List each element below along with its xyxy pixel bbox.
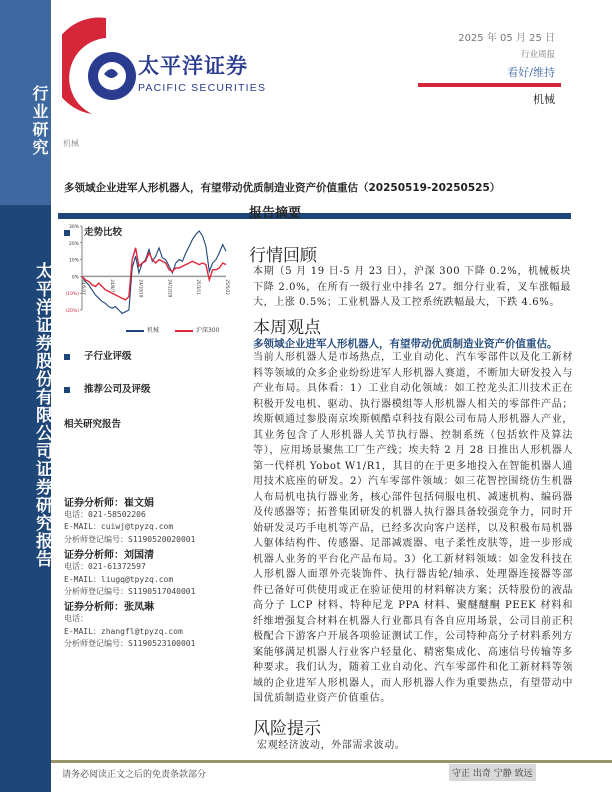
risk-title: 风险提示 bbox=[253, 719, 321, 739]
sidebar-category-label: 行业研究 bbox=[30, 85, 49, 157]
section-sub-rating bbox=[64, 348, 132, 362]
y-tick-label: (20%) bbox=[65, 309, 79, 314]
footer-motto: 守正 出奇 宁静 致远 bbox=[449, 764, 536, 781]
analyst-reg-number: 分析师登记编号：S1190523100001 bbox=[64, 639, 196, 649]
view-text: 当前人形机器人是市场热点，工业自动化、汽车零部件以及化工新材料等领域的众多企业纷纷进军人形机器人赛道，不断加大研发投入与产业布局。具体看：1）工业自动化领域：如工控龙头汇川技术正在积极开发电机、驱动、执行器模组等人形机器人相关的零部件产品；埃斯顿通过参股南京埃斯顿酷卓科技有限公司布局人形机器人产业，其业务包含了人形机器人关节执行器、控制系统（包括软件及算法等），应用场景聚焦工厂生产线；埃夫特 2 月 28 日推出人形机器人第一代样机 Yobot W1/R1，其目的在于更多地投入在智能机器人通用技术底座的研发。2）汽车零部件领域：如三花智控围绕仿生机器人布局机电执行器业务，核心部件包括伺服电机、减速机构、编码器及传感器等；拓普集团研发的机器人执行器具备较强竞争力，同时开始研发灵巧手电机等产品，已经多次向客户送样，以及积极布局机器人躯体结构件、传感器、足部减震器、电子柔性皮肤等，进一步形成机器人业务的平台化产品布局。3）化工新材料领域：如金发科技在人形机器人面罩外壳装饰件、执行器齿轮/轴承、处理器连接器等部件已备好可供使用或正在验证使用的材料解决方案；沃特股份的液晶高分子 LCP 材料、特种尼龙 PPA 材料、聚醚醚酮 PEEK 材料和纤维增强复合材料在机器人行业都具有各自应用场景，公司目前正积极配合下游客户开展各项验证测试工作，公司特种高分子材料系列方案能够满足机器人行业客户轻量化、精密集成化、高速信号传输等多种要求。我们认为，随着工业自动化、汽车零部件和化工新材料等领域的企业进军人形机器人，而人形机器人作为重要热点，有望带动中国优质制造业资产价值重估。 bbox=[253, 352, 573, 704]
section-related bbox=[64, 416, 121, 430]
analyst-card bbox=[64, 494, 195, 546]
x-tick-label: 25/5/22 bbox=[225, 279, 230, 295]
chart-legend bbox=[126, 325, 219, 334]
bullet-square-icon bbox=[64, 387, 70, 393]
legend-label-csi300: 沪深300 bbox=[195, 327, 220, 334]
y-tick-label: 10% bbox=[68, 258, 79, 264]
analyst-email[interactable]: E-MAIL：liugq@tpyzq.com bbox=[64, 574, 174, 584]
y-tick-label: 20% bbox=[68, 241, 79, 247]
review-title: 行情回顾 bbox=[249, 246, 317, 266]
review-text: 本期（5 月 19 日-5 月 23 日），沪深 300 下降 0.2%，机械板块下降 2.0%，在所有一级行业中排名 27。细分行业看，叉车涨幅最大，上涨 0.5%；工业机器人及工控系统跌幅最大，下跌 4.6%。 bbox=[253, 266, 571, 308]
x-tick-label: 24/8/7 bbox=[109, 279, 115, 293]
logo-en-text: PACIFIC SECURITIES bbox=[138, 82, 267, 94]
section-related-title: 相关研究报告 bbox=[64, 419, 122, 430]
bullet-square-icon bbox=[64, 354, 70, 360]
x-tick-label: 24/12/29 bbox=[167, 279, 173, 298]
company-logo bbox=[62, 14, 267, 114]
industry-name: 机械 bbox=[533, 93, 555, 106]
section-recommend-title: 推荐公司及评级 bbox=[84, 384, 151, 395]
breadcrumb: 机械 bbox=[63, 139, 79, 148]
analyst-list bbox=[64, 494, 195, 651]
y-tick-label: 30% bbox=[68, 225, 79, 230]
section-recommend bbox=[64, 381, 151, 395]
sidebar-company-label: 太平洋证券股份有限公司证券研究报告 bbox=[32, 262, 52, 568]
series-line-csi300 bbox=[82, 248, 226, 300]
analyst-email[interactable]: E-MAIL：zhangfl@tpyzq.com bbox=[64, 626, 183, 636]
footer-divider bbox=[51, 760, 612, 763]
analyst-name: 证券分析师：张凤琳 bbox=[64, 602, 154, 614]
industry-rating: 看好/维持 bbox=[507, 66, 555, 79]
analyst-phone: 电话：021-58502206 bbox=[64, 510, 146, 519]
summary-title: 报告摘要 bbox=[249, 206, 302, 221]
y-tick-label: 0% bbox=[71, 275, 79, 281]
analyst-name: 证券分析师：刘国清 bbox=[64, 550, 154, 562]
trend-chart bbox=[60, 220, 230, 320]
risk-text: 宏观经济波动，外部需求波动。 bbox=[257, 740, 406, 751]
analyst-card bbox=[64, 598, 195, 650]
report-type: 行业周报 bbox=[520, 50, 555, 60]
analyst-email[interactable]: E-MAIL：cuiwj@tpyzq.com bbox=[64, 522, 174, 532]
analyst-phone: 电话： bbox=[64, 614, 88, 624]
report-date: 2025 年 05 月 25 日 bbox=[458, 33, 555, 44]
view-title: 本周观点 bbox=[253, 318, 321, 338]
header-divider bbox=[418, 83, 561, 87]
analyst-reg-number: 分析师登记编号：S1190517040001 bbox=[64, 587, 196, 597]
analyst-reg-number: 分析师登记编号：S1190520020001 bbox=[64, 534, 196, 544]
analyst-card bbox=[64, 546, 195, 598]
page-title: 多领域企业进军人形机器人，有望带动优质制造业资产价值重估（20250519-20250525） bbox=[64, 182, 501, 194]
legend-swatch-machinery bbox=[126, 330, 144, 332]
analyst-phone: 电话：021-61372597 bbox=[64, 562, 146, 572]
section-sub-rating-title: 子行业评级 bbox=[84, 351, 132, 362]
y-tick-label: (10%) bbox=[65, 292, 79, 298]
x-tick-label: 25/3/11 bbox=[196, 279, 202, 295]
view-heading: 多领域企业进军人形机器人，有望带动优质制造业资产价值重估。 bbox=[253, 338, 558, 350]
legend-label-machinery: 机械 bbox=[147, 327, 160, 334]
legend-swatch-csi300 bbox=[175, 330, 193, 332]
x-tick-label: 24/5/27 bbox=[81, 279, 86, 295]
logo-cn-text: 太平洋证券 bbox=[138, 54, 248, 78]
x-tick-label: 24/10/18 bbox=[138, 279, 144, 298]
footer-disclaimer: 请务必阅读正文之后的免责条款部分 bbox=[62, 770, 207, 780]
analyst-name: 证券分析师：崔文娟 bbox=[64, 498, 154, 509]
section-trend-title: 走势比较 bbox=[84, 227, 123, 238]
series-line-machinery bbox=[82, 231, 226, 313]
